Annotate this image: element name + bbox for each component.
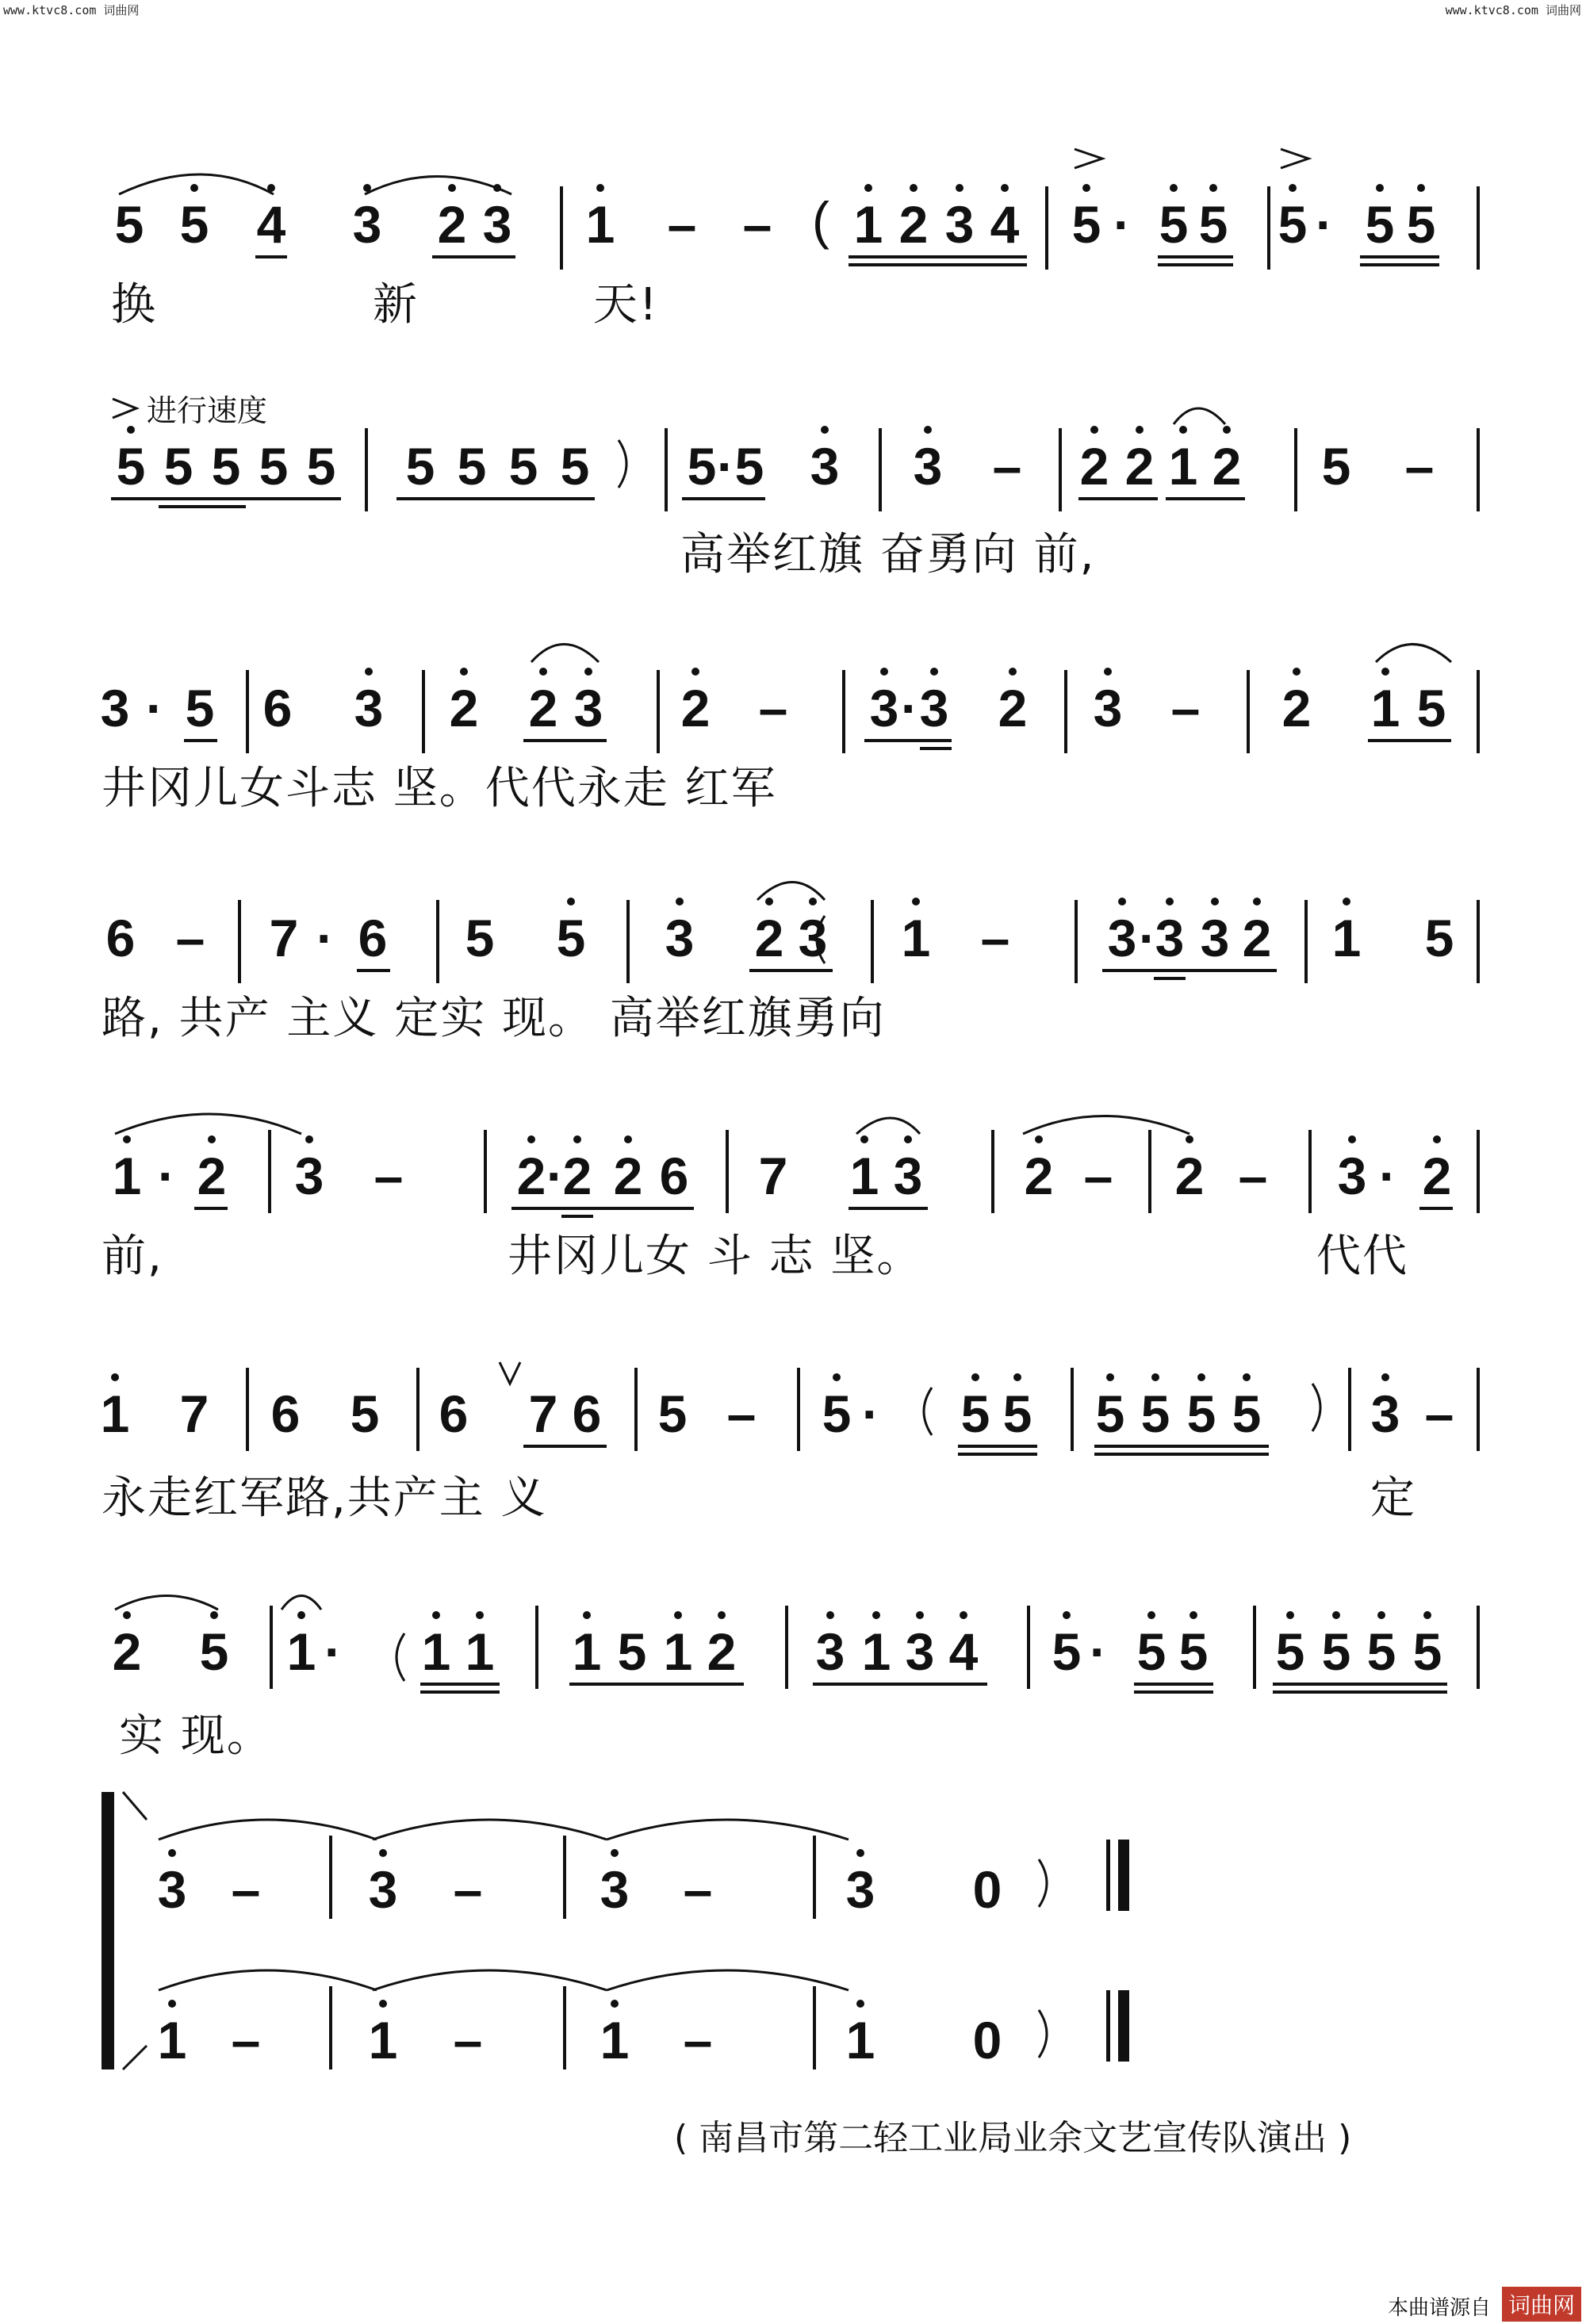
slur — [531, 645, 599, 663]
accent-mark — [1281, 149, 1308, 168]
slur — [1376, 645, 1451, 663]
header-right-url[interactable]: www.ktvc8.com 词曲网 — [1445, 3, 1581, 17]
note: 5 — [114, 195, 144, 254]
lyric-word: 换 — [111, 279, 157, 331]
close-paren — [1039, 1859, 1047, 1907]
slur — [115, 1596, 218, 1610]
note: 4 — [256, 195, 286, 254]
breath-mark — [500, 1362, 520, 1384]
fermata — [282, 1596, 321, 1610]
lyric-word: 天! — [593, 279, 659, 331]
open-paren — [396, 1633, 404, 1681]
close-paren — [1039, 2010, 1047, 2058]
lyric-word: 新 — [373, 279, 419, 331]
slur — [373, 1820, 607, 1840]
lyric-line-3: 井冈儿女斗志 坚。代代永走 红军 — [102, 763, 777, 814]
slur — [1174, 408, 1225, 424]
slur — [159, 1970, 377, 1990]
note: 3 — [482, 195, 512, 254]
brace-bottom — [123, 2046, 147, 2069]
lyric-line-6b: 定 — [1370, 1472, 1416, 1524]
footer-source-label: 本曲谱源自 — [1387, 2296, 1491, 2320]
slur — [1023, 1116, 1190, 1135]
lyric-line-5a: 前, — [102, 1231, 163, 1282]
lyric-line-4: 路, 共产 主义 定实 现。 高举红旗勇向 — [102, 993, 886, 1044]
slur — [365, 177, 511, 195]
accent-mark — [1075, 149, 1102, 168]
lyric-line-5c: 代代 — [1316, 1231, 1408, 1282]
close-paren — [619, 440, 626, 488]
note: 2 — [437, 195, 467, 254]
footer-brand-badge[interactable]: 词曲网 — [1502, 2287, 1581, 2322]
slur — [115, 1114, 301, 1134]
slur — [373, 1970, 607, 1990]
lyric-line-6a: 永走红军路,共产主 义 — [102, 1472, 547, 1524]
tempo-marking: 进行速度 — [147, 393, 268, 428]
lyric-line-7: 实 现。 — [119, 1710, 273, 1762]
lyric-line-5b: 井冈儿女 斗 志 坚。 — [508, 1231, 923, 1282]
performance-credit: ( 南昌市第二轻工业局业余文艺宣传队演出 ) — [674, 2118, 1352, 2158]
note: 3 — [352, 195, 382, 254]
note: 1 — [585, 195, 615, 254]
slur — [159, 1820, 377, 1840]
header-left-url[interactable]: www.ktvc8.com 词曲网 — [3, 3, 140, 17]
accent-mark — [113, 399, 136, 418]
lyric-line-2: 高举红旗 奋勇向 前, — [680, 529, 1096, 580]
open-paren — [924, 1388, 932, 1435]
brace-top — [123, 1792, 147, 1820]
system-bracket — [102, 1792, 114, 2069]
note: 5 — [179, 195, 209, 254]
close-paren — [1312, 1384, 1320, 1431]
slur — [856, 1118, 920, 1134]
